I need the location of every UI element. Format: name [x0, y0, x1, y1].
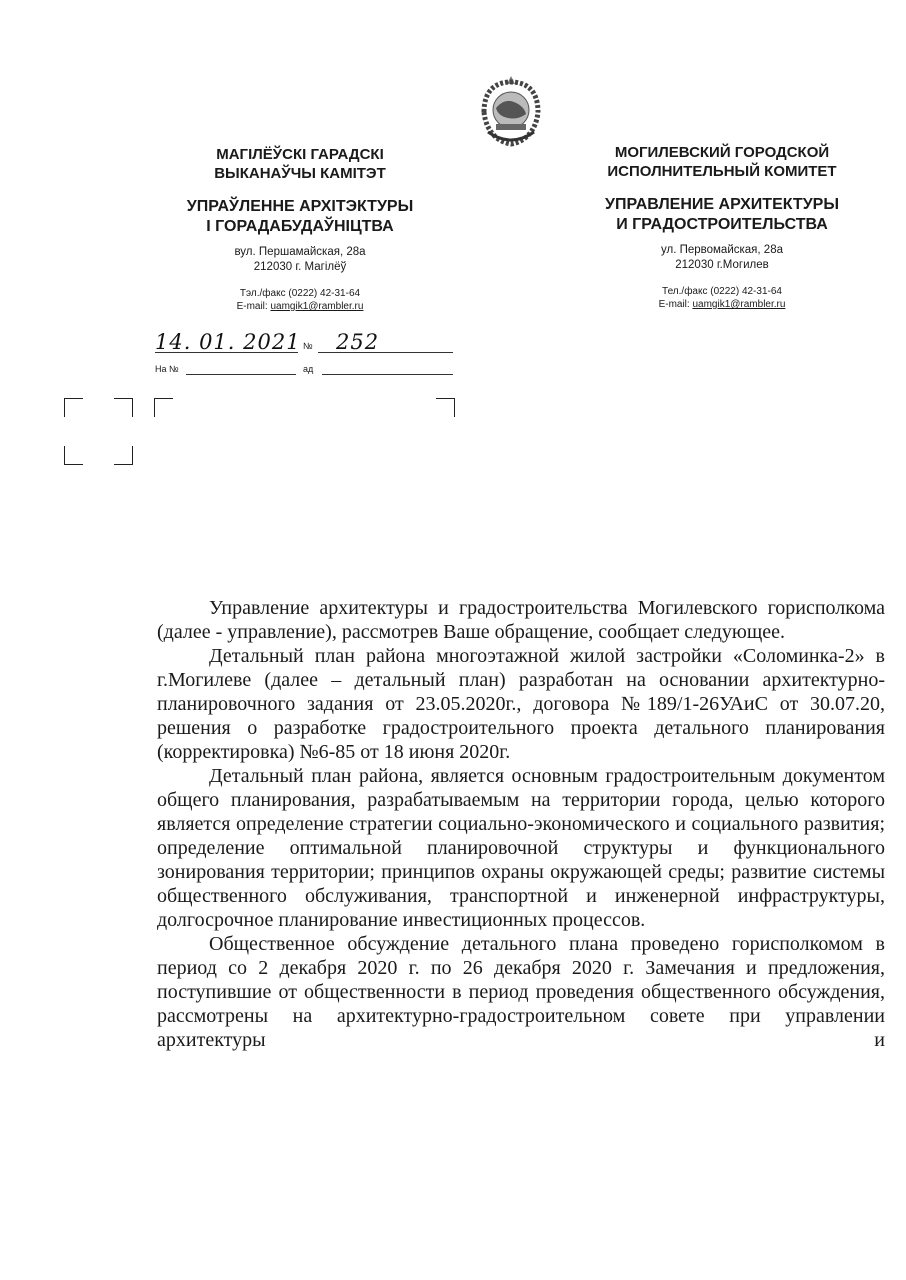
ref-suffix: ад	[303, 364, 314, 374]
belarus-state-emblem-icon	[474, 72, 548, 150]
outgoing-date: 14. 01. 2021	[155, 330, 301, 354]
corner-mark	[64, 446, 83, 465]
corner-mark	[114, 398, 133, 417]
address-line2: 212030 г. Магілёў	[253, 261, 347, 273]
org-name-line1: МОГИЛЕВСКИЙ ГОРОДСКОЙ	[614, 144, 830, 161]
state-emblem	[474, 72, 548, 150]
outgoing-number: 252	[336, 330, 380, 354]
corner-mark	[436, 398, 455, 417]
dept-name-line2: И ГРАДОСТРОИТЕЛЬСТВА	[616, 216, 828, 233]
address-line1: ул. Первомайская, 28а	[661, 244, 783, 256]
ref-number-underline	[322, 374, 453, 375]
email-line	[150, 300, 450, 313]
corner-mark	[64, 398, 83, 417]
dept-name-line2: І ГОРАДАБУДАЎНІЦТВА	[206, 218, 394, 235]
org-name-line2: ВЫКАНАЎЧЫ КАМІТЭТ	[214, 165, 386, 182]
email-label: E-mail:	[236, 301, 271, 312]
org-name-line2: ИСПОЛНИТЕЛЬНЫЙ КОМИТЕТ	[607, 163, 837, 180]
paragraph-1: Управление архитектуры и градостроительства Могилевского горисполкома (далее - управление), рассмотрев Ваше обращение, сообщает следующее.	[157, 597, 885, 643]
email-link[interactable]: uamgik1@rambler.ru	[692, 299, 786, 310]
dept-name-line1: УПРАВЛЕНИЕ АРХИТЕКТУРЫ	[605, 196, 839, 213]
address-line2: 212030 г.Могилев	[675, 259, 769, 271]
letter-body	[157, 596, 885, 1052]
email-label: E-mail:	[658, 299, 693, 310]
paragraph-4: Общественное обсуждение детального плана проведено горисполкомом в период со 2 декабря 2020 г. по 26 декабря 2020 г. Замечания и предложения, поступившие от общественности в период проведения общественного обсуждения, рассмотрены на архитектурно-градостроительном совете при управлении архитектуры и	[157, 933, 885, 1051]
ref-label: На №	[155, 364, 179, 374]
address-line1: вул. Першамайская, 28а	[234, 246, 366, 258]
email-line	[566, 298, 878, 311]
paragraph-3: Детальный план района, является основным градостроительным документом общего планирования, разрабатываемым на территории города, целью которого является определение стратегии социально-экономического и социального развития; определение оптимальной планировочной структуры и функционального зонирования территории; принципов охраны окружающей среды; развитие системы общественного обслуживания, транспортной и инженерной инфраструктуры, долгосрочное планирование инвестиционных процессов.	[157, 765, 885, 931]
header-right	[566, 143, 878, 311]
corner-mark	[154, 398, 173, 417]
org-name-line1: МАГІЛЁЎСКІ ГАРАДСКІ	[216, 146, 384, 163]
paragraph-2: Детальный план района многоэтажной жилой застройки «Соломинка-2» в г.Могилеве (далее – детальный план) разработан на основании архитектурно-планировочного задания от 23.05.2020г., договора №189/1-26УАиС от 30.07.20, решения о разработке градостроительного проекта детального планирования (корректировка) №6-85 от 18 июня 2020г.	[157, 645, 885, 763]
email-link[interactable]: uamgik1@rambler.ru	[270, 301, 364, 312]
number-label: №	[303, 341, 313, 351]
corner-mark	[114, 446, 133, 465]
date-underline	[155, 352, 298, 353]
phone: Тел./факс (0222) 42-31-64	[662, 286, 782, 297]
header-left	[150, 145, 450, 313]
dept-name-line1: УПРАЎЛЕННЕ АРХІТЭКТУРЫ	[186, 198, 414, 215]
number-underline	[318, 352, 453, 353]
phone: Тэл./факс (0222) 42-31-64	[239, 288, 361, 299]
ref-underline	[186, 374, 296, 375]
